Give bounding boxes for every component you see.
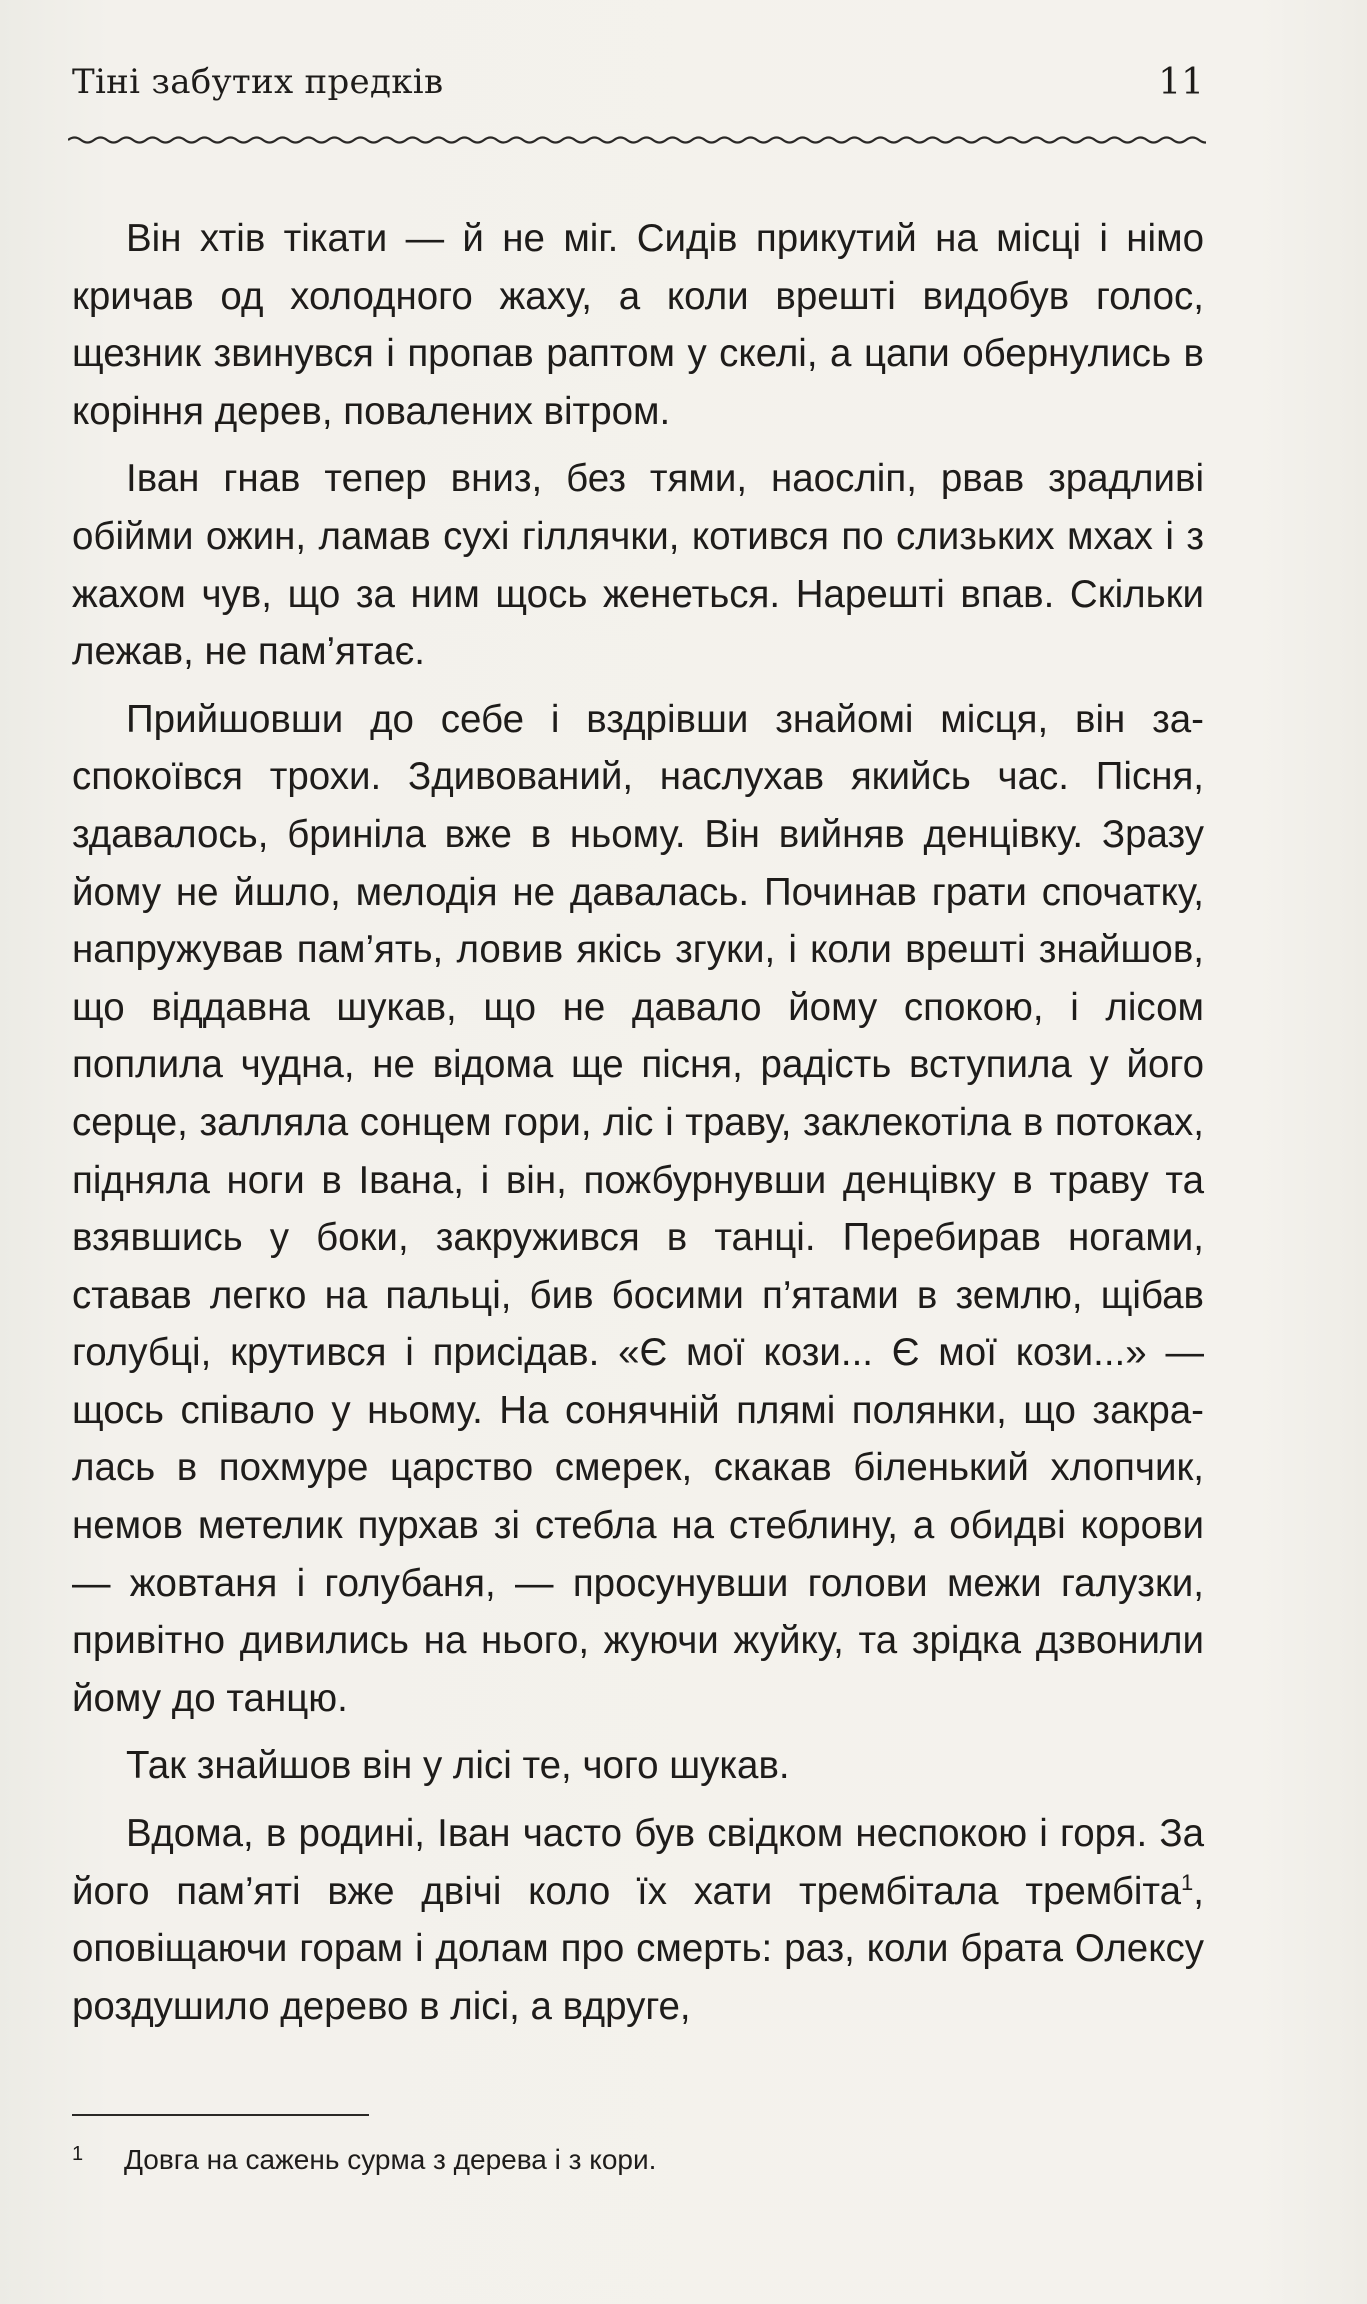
paragraph-text-part: , оповіщаючи горам і долам про смерть: раз, коли брата Олексу роздушило дерево в лісі, а вдруге, [72, 1869, 1204, 2028]
footnote-separator [72, 2114, 369, 2116]
running-title: Тіні забутих предків [72, 62, 444, 102]
footnote-reference[interactable]: 1 [1181, 1869, 1194, 1895]
page-header [72, 62, 1204, 112]
paragraph-with-footnote [72, 1805, 1204, 2035]
paragraph: Він хтів тікати — й не міг. Сидів прикутий на місці і німо кричав од холодного жаху, а коли врешті видобув голос, щезник звинувся і пропав раптом у скелі, а цапи обернулись в коріння дерев, повалених вітром. [72, 217, 1204, 433]
footnote-mark: 1 [72, 2143, 84, 2165]
main-text [72, 210, 1204, 2035]
paragraph: Прийшовши до себе і вздрівши знайомі місця, він заспокоївся трохи. Здивований, наслухав якийсь час. Пісня, здавалось, бриніла вже в ньому. Він вийняв денцівку. Зразу йому не йшло, мелодія не давалась. Починав грати спочатку, напружував пам’ять, ловив якісь згуки, і коли врешті знайшов, що віддавна шукав, що не давало йому спокою, і лісом поплила чудна, не відома ще пісня, радість вступила у його серце, залляла сонцем гори, ліс і траву, заклекотіла в потоках, підняла ноги в Івана, і він, пожбурнувши денцівку в траву та взявшись у боки, закружився в танці. Перебирав ногами, ставав легко на пальці, бив босими п’ятами в землю, щібав голубці, крутився і присідав. «Є мої кози... Є мої кози...» — щось співало у ньому. На сонячній плямі полянки, що закралась в похмуре царство смерек, скакав біленький хлопчик, немов метелик пурхав зі стебла на стеблину, а обидві корови — жовтаня і голубаня, — просунувши голови межи галузки, привітно дивились на нього, жуючи жуйку, та зрідка дзвонили йому до танцю. [72, 697, 1204, 1720]
page-number: 11 [1158, 62, 1204, 103]
footnote-text: Довга на сажень сурма з дерева і з кори. [124, 2144, 657, 2175]
paragraph-text-part: Вдома, в родині, Іван часто був свідком неспокою і горя. За його пам’яті вже двічі коло їх хати трембітала трембіта [72, 1812, 1204, 1913]
paragraph: Іван гнав тепер вниз, без тями, наосліп, рвав зрадливі обійми ожин, ламав сухі гіллячки, котився по слизьких мхах і з жахом чув, що за ним щось женеться. Нарешті впав. Скільки лежав, не пам’ятає. [72, 457, 1204, 674]
paragraph: Так знайшов він у лісі те, чого шукав. [126, 1744, 790, 1788]
wavy-divider [68, 128, 1206, 152]
